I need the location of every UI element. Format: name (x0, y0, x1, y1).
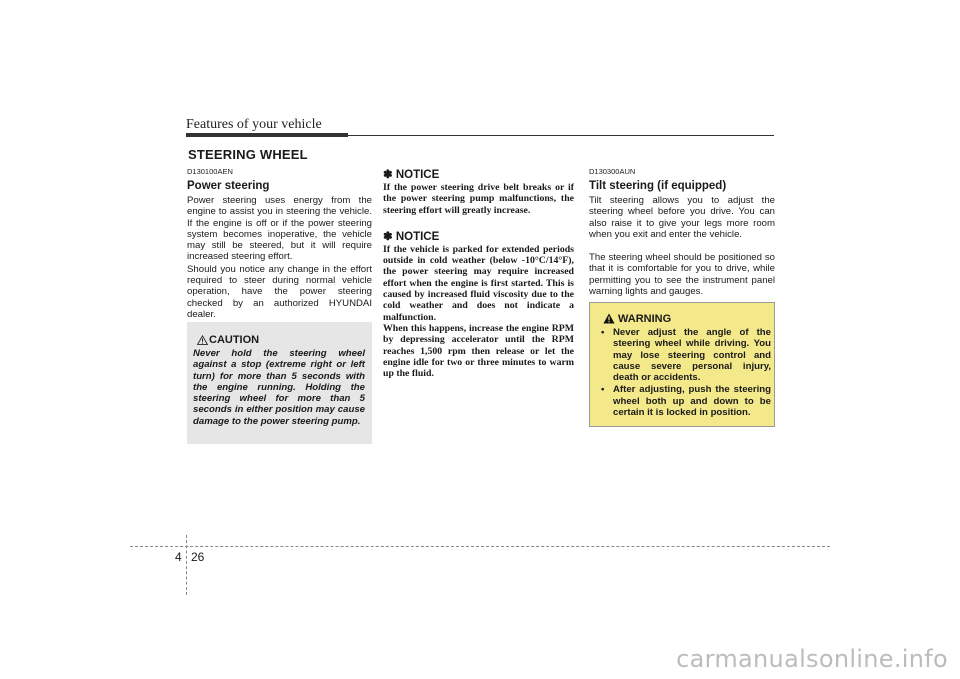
subsection-heading: Tilt steering (if equipped) (589, 180, 727, 192)
warning-item: • After adjusting, push the steering wheel both up and down to be certain it is locked in position. (599, 384, 771, 418)
watermark: carmanualsonline.info (676, 645, 948, 673)
chapter-number: 4 (175, 550, 182, 564)
page-number: 26 (191, 550, 205, 564)
subsection-heading: Power steering (187, 180, 270, 192)
column-left (187, 167, 372, 321)
body-paragraph: Tilt steering allows you to adjust the steering wheel before you drive. You can also raise it to give your legs more room when you exit and enter the vehicle. (589, 195, 775, 240)
warning-item: • Never adjust the angle of the steering wheel while driving. You may lose steering control and cause severe personal injury, death or accidents. (599, 327, 771, 383)
warning-box (589, 302, 775, 427)
body-paragraph: Power steering uses energy from the engine to assist you in steering the vehicle. If the engine is off or if the power steering system becomes inoperative, the vehicle may still be steered, but it will require increased steering effort. (187, 195, 372, 263)
body-paragraph: Should you notice any change in the effort required to steer during normal vehicle operation, have the power steering checked by an authorized HYUNDAI dealer. (187, 263, 372, 320)
caution-title: CAUTION (209, 334, 260, 346)
caution-box (187, 322, 372, 444)
notice-text: If the vehicle is parked for extended periods outside in cold weather (below -10°C/14°F), the power steering may require increased effort when the engine is first started. This is caused by increased fluid viscosity due to the cold weather and does not indicate a malfunction. (383, 243, 574, 323)
section-code: D130100AEN (187, 167, 233, 176)
notice-title: ✽ NOTICE (383, 230, 440, 243)
column-middle (383, 167, 574, 379)
notice-text: When this happens, increase the engine RPM by depressing accelerator until the RPM reaches 1,500 rpm then release or let the engine idle for two or three minutes to warm up the fluid. (383, 322, 574, 380)
warning-list (599, 327, 771, 419)
notice-title: ✽ NOTICE (383, 169, 440, 181)
header-title: Features of your vehicle (186, 117, 322, 132)
header-bar (186, 133, 348, 137)
caution-text: Never hold the steering wheel against a stop (extreme right or left turn) for more than 5 seconds with the engine running. Holding the steering wheel for more than 5 seconds in either position may cause damage to the power steering pump. (193, 348, 365, 427)
footer-vertical-divider (186, 535, 187, 595)
warning-title: WARNING (618, 313, 672, 325)
section-title: STEERING WHEEL (188, 147, 308, 162)
notice-text: If the power steering drive belt breaks or if the power steering pump malfunctions, the steering effort will greatly increase. (383, 182, 574, 216)
section-code: D130300AUN (589, 167, 636, 176)
column-right (589, 167, 775, 298)
header-rule (348, 135, 774, 136)
body-paragraph: The steering wheel should be positioned so that it is comfortable for you to drive, while permitting you to see the instrument panel warning lights and gauges. (589, 252, 775, 298)
footer-divider (130, 546, 830, 547)
